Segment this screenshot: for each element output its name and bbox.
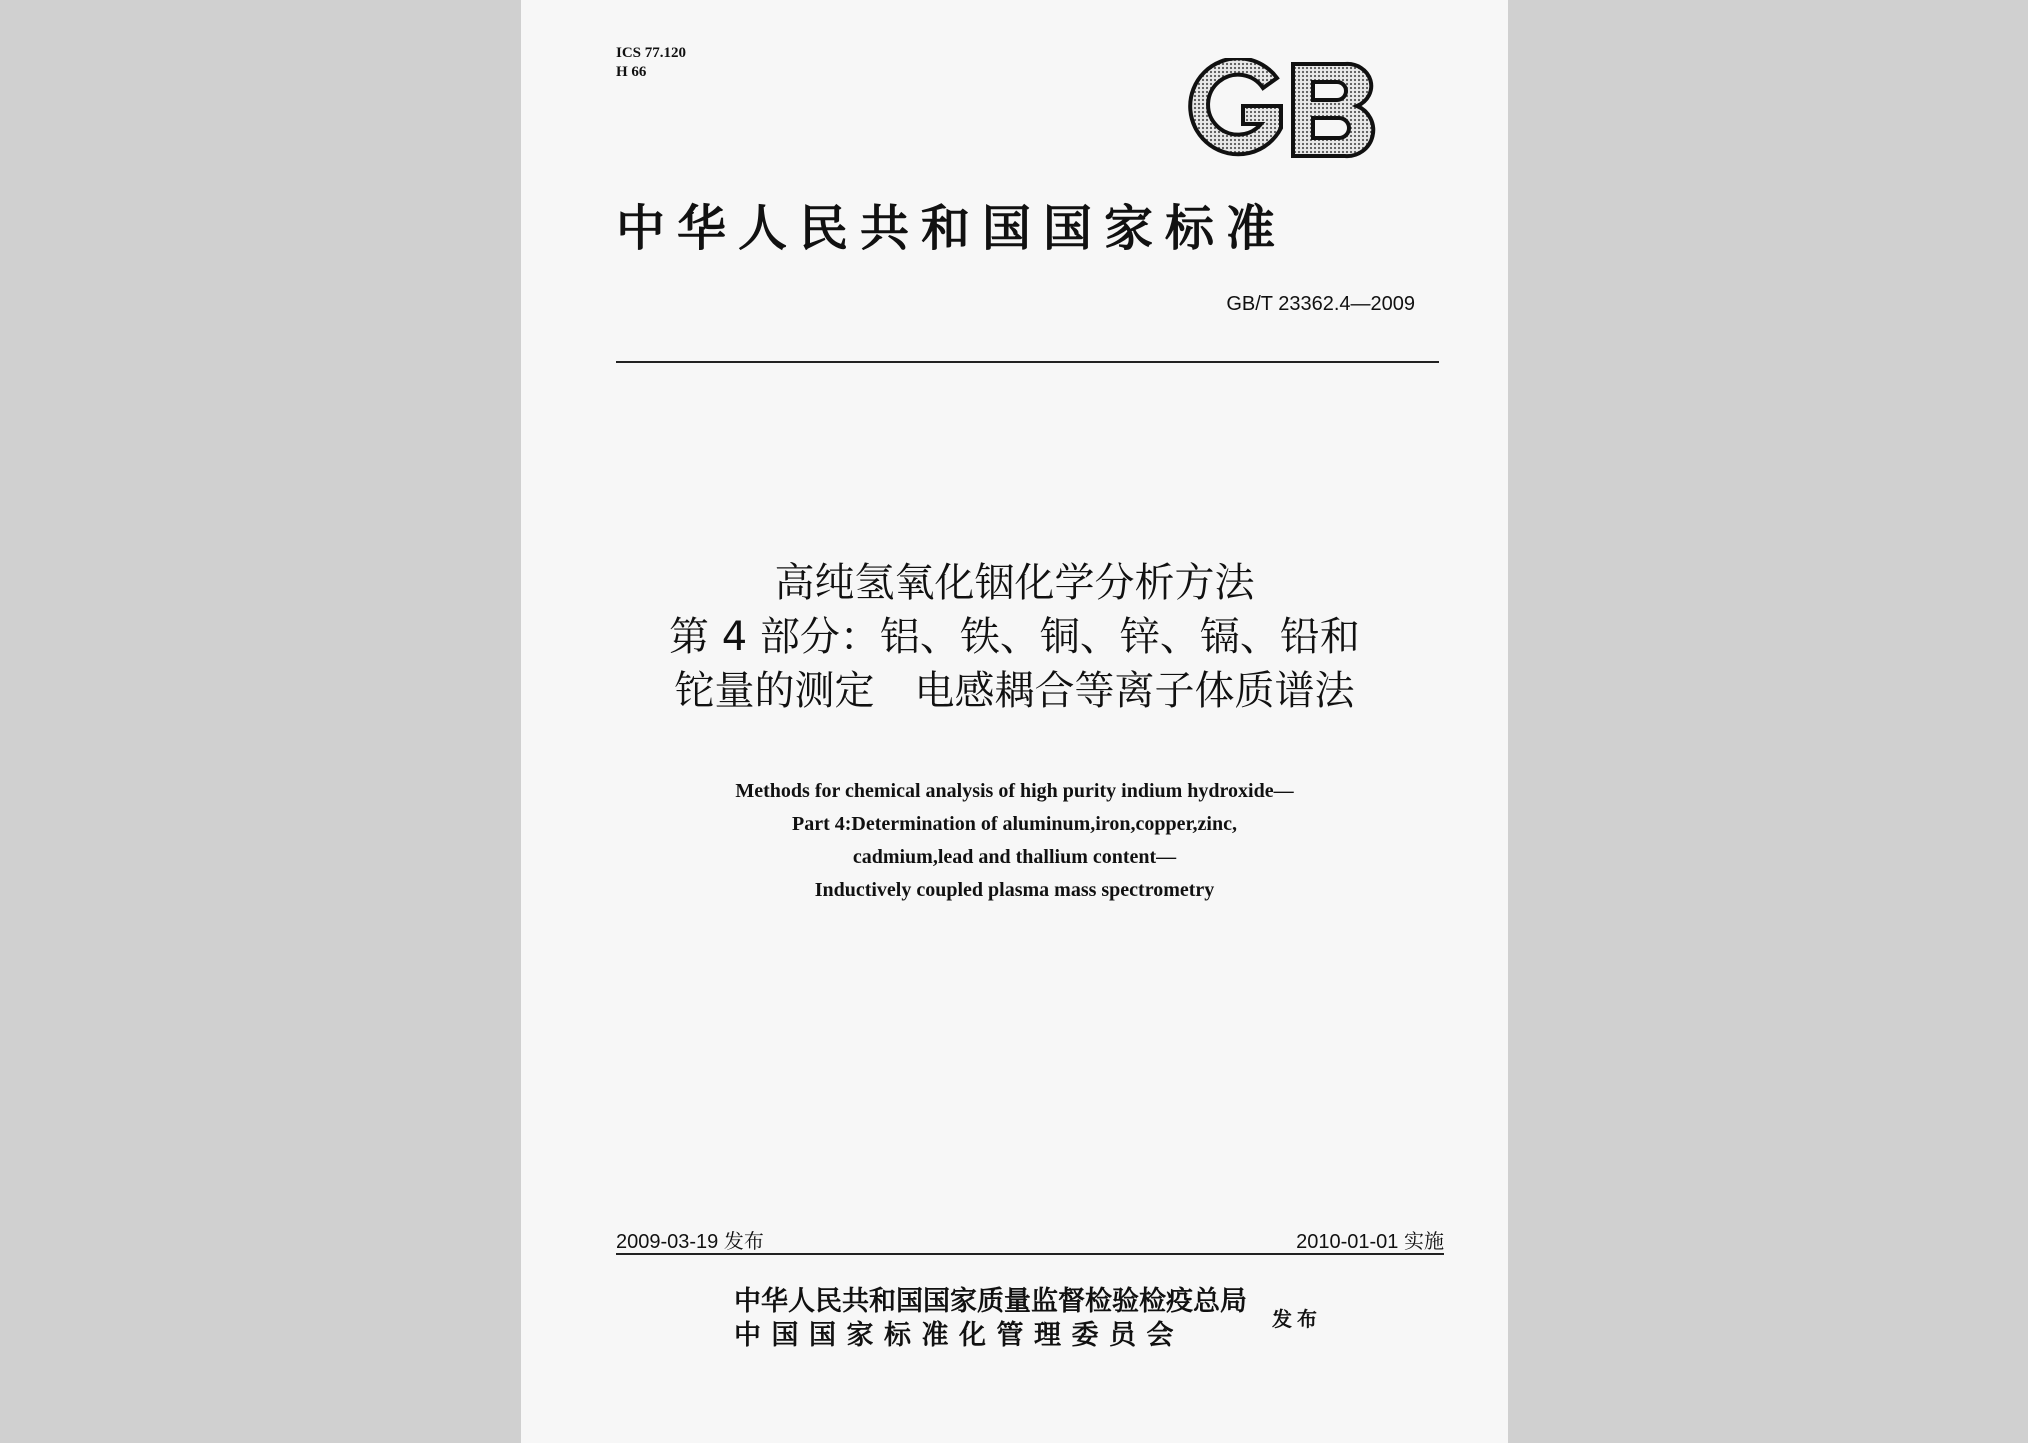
release-label: 发布 [1272,1307,1322,1331]
implementation-date: 2010-01-01 实施 [1296,1231,1444,1253]
issue-date: 2009-03-19 发布 [616,1231,764,1253]
chinese-title-line1: 高纯氢氧化铟化学分析方法 [774,560,1255,606]
ccs-code: H 66 [616,64,647,80]
chinese-title-line2: 第 4 部分：铝、铁、铜、锌、镉、铅和 [669,614,1360,660]
classification-codes [616,44,686,82]
gb-logo [1185,58,1387,162]
divider-bottom [616,1253,1444,1255]
divider-top [616,361,1439,363]
english-title [521,775,1508,907]
ics-code: ICS 77.120 [616,45,687,61]
chinese-title [521,556,1508,718]
national-standard-title: 中华人民共和国国家标准 [616,199,1288,257]
publisher-line2: 中国国家标准化管理委员会 [734,1320,1184,1351]
publishers [734,1285,1247,1353]
document-page [521,0,1508,1443]
english-title-line3: cadmium,lead and thallium content— [852,846,1177,868]
chinese-title-line3: 铊量的测定 电感耦合等离子体质谱法 [674,668,1355,714]
publisher-line1: 中华人民共和国国家质量监督检验检疫总局 [734,1286,1247,1317]
english-title-line2: Part 4:Determination of aluminum,iron,copper,zinc, [792,813,1237,835]
english-title-line4: Inductively coupled plasma mass spectrometry [814,879,1215,901]
english-title-line1: Methods for chemical analysis of high purity indium hydroxide— [735,780,1294,802]
standard-code: GB/T 23362.4—2009 [1226,293,1415,315]
